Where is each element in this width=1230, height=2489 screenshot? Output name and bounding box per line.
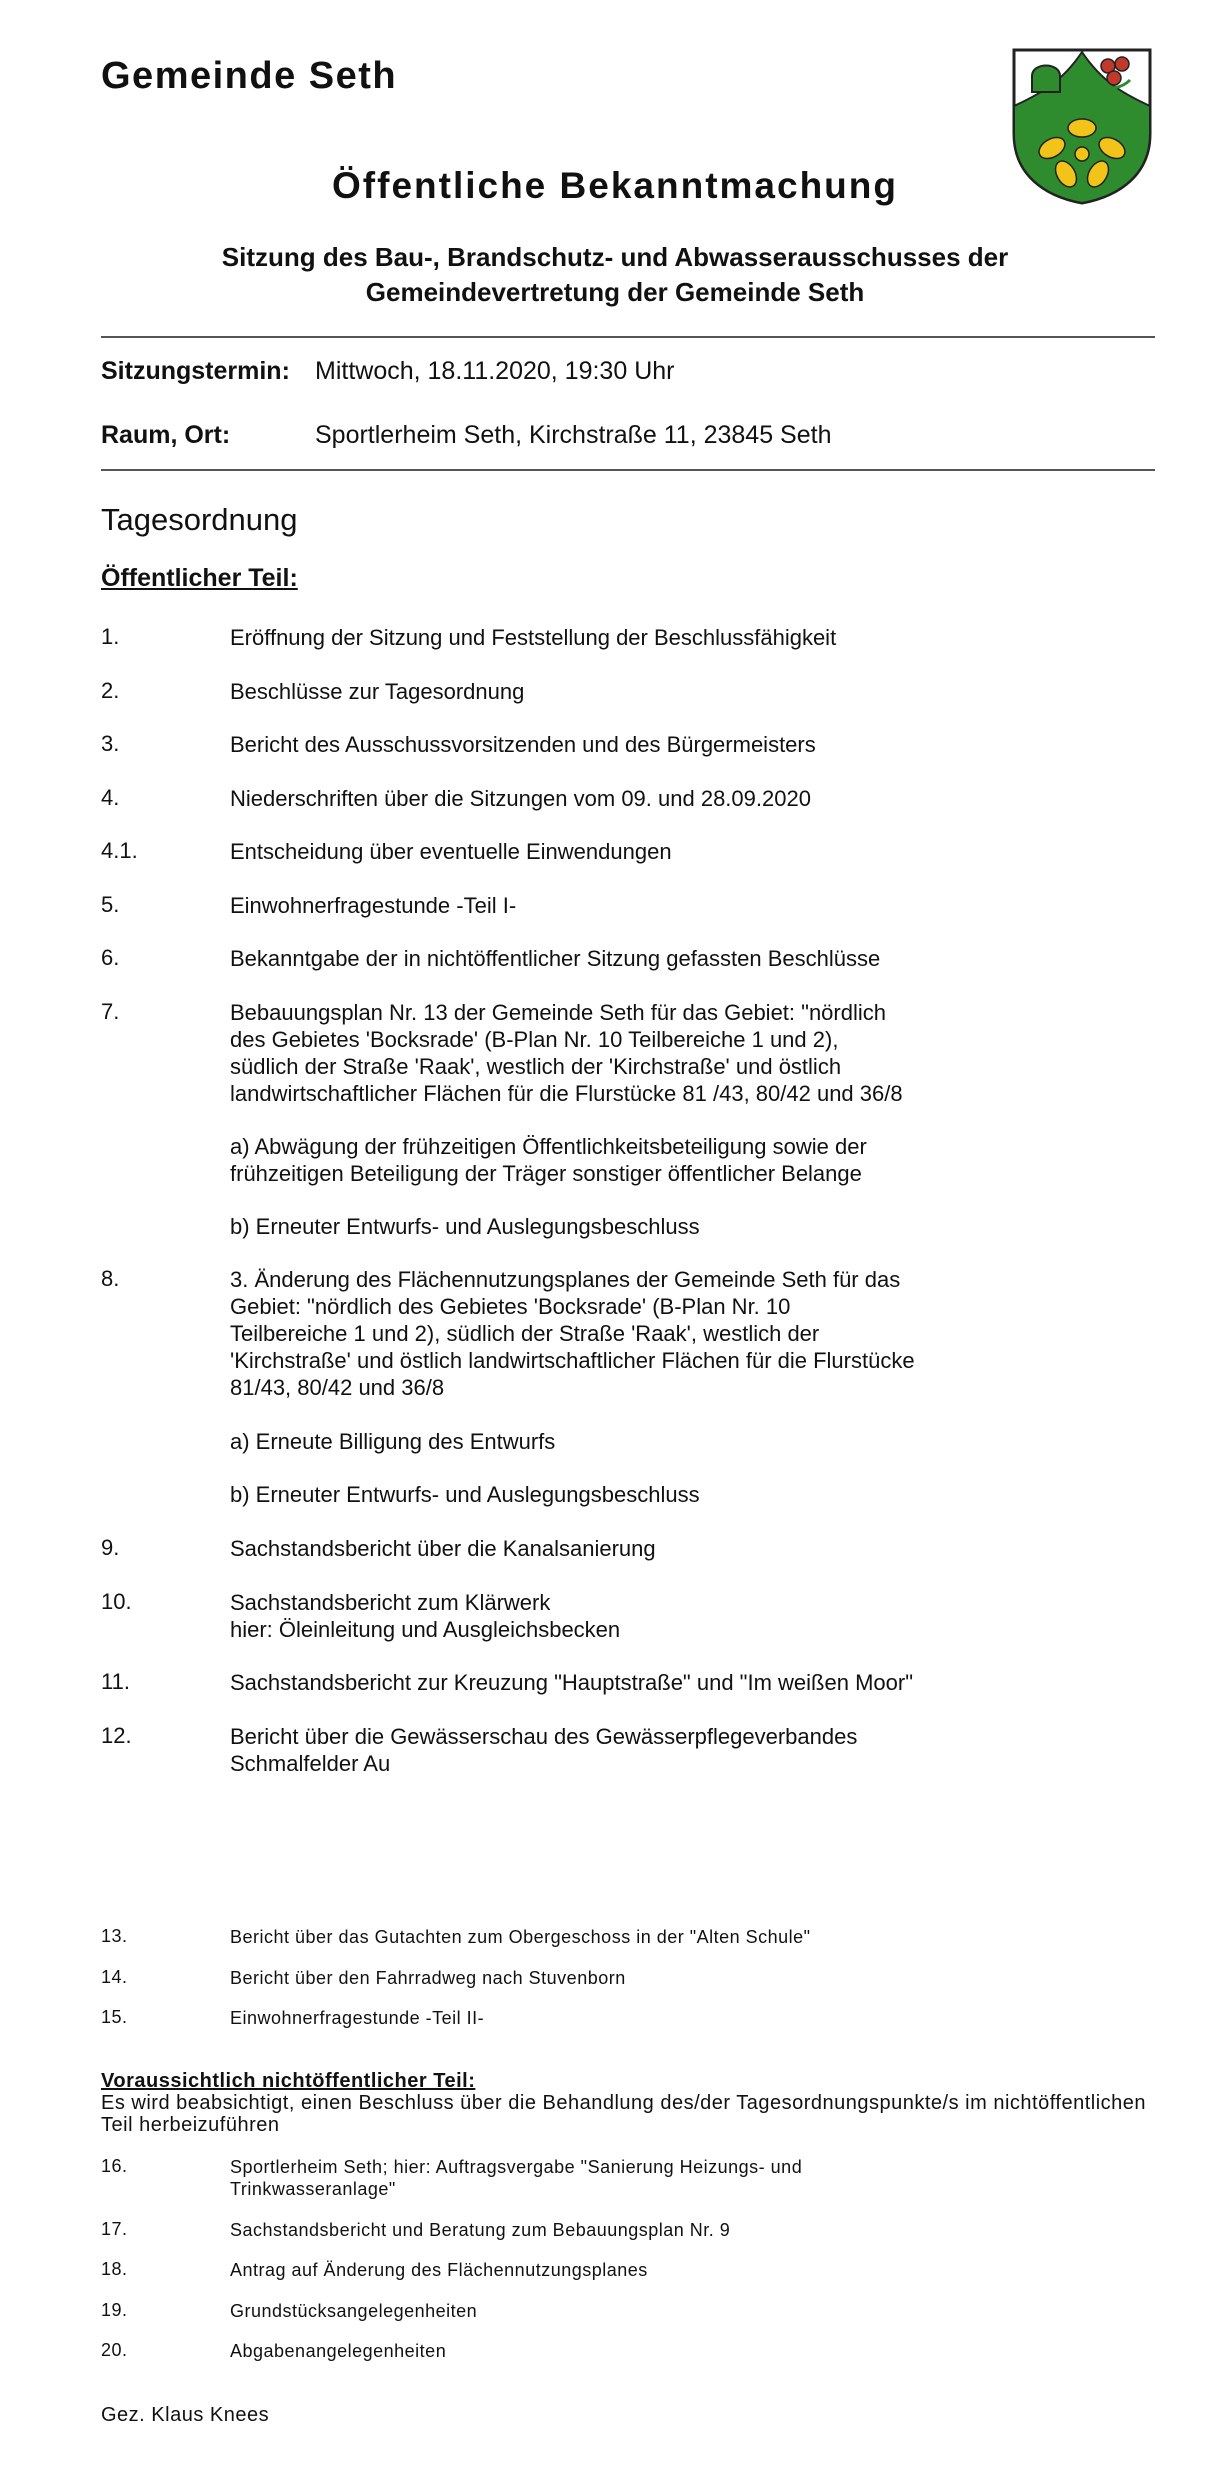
agenda-item-text: Sportlerheim Seth; hier: Auftragsvergabe "Sanierung Heizungs- und Trinkwasseranlage" [230, 2157, 803, 2199]
agenda-subitem-text: a) Abwägung der frühzeitigen Öffentlichkeitsbeteiligung sowie der frühzeitigen Beteiligung der Träger sonstiger öffentlicher Belange [230, 1134, 867, 1186]
agenda-item-text: 3. Änderung des Flächennutzungsplanes der Gemeinde Seth für das Gebiet: "nördlich des Gebietes 'Bocksrade' (B-Plan Nr. 10 Teilbereiche 1 und 2), südlich der Straße 'Raak', westlich der 'Kirchstraße' und östlich landwirtschaftlicher Flächen für die Flurstücke 81/43, 80/42 und 36/8 [230, 1267, 915, 1400]
agenda-item-text: Abgabenangelegenheiten [230, 2341, 447, 2361]
agenda-item-text: Bekanntgabe der in nichtöffentlicher Sitzung gefassten Beschlüsse [230, 946, 881, 971]
agenda-item-number: 15. [101, 2007, 128, 2027]
agenda-item-text: Einwohnerfragestunde -Teil I- [230, 893, 517, 918]
divider-bottom [101, 469, 1155, 471]
subtitle-line-2: Gemeindevertretung der Gemeinde Seth [365, 277, 865, 307]
agenda-item-text: Niederschriften über die Sitzungen vom 09. und 28.09.2020 [230, 786, 811, 811]
agenda-item-number: 13. [101, 1926, 128, 1946]
divider-top [101, 336, 1155, 338]
signature: Gez. Klaus Knees [101, 2404, 270, 2426]
agenda-item-text: Bericht über den Fahrradweg nach Stuvenborn [230, 1968, 626, 1988]
municipality-name: Gemeinde Seth [101, 55, 398, 97]
agenda-item-text: Bericht des Ausschussvorsitzenden und des Bürgermeisters [230, 732, 816, 757]
agenda-item-number: 4. [101, 785, 120, 810]
agenda-item-number: 8. [101, 1266, 120, 1291]
agenda-item-number: 12. [101, 1723, 132, 1748]
agenda-item-number: 4.1. [101, 838, 138, 863]
agenda-item-number: 2. [101, 678, 120, 703]
nonpublic-section-heading: Voraussichtlich nichtöffentlicher Teil: [101, 2070, 476, 2092]
meeting-date-value: Mittwoch, 18.11.2020, 19:30 Uhr [315, 357, 675, 385]
agenda-item-number: 10. [101, 1589, 132, 1614]
agenda-item-number: 9. [101, 1535, 120, 1560]
agenda-item-number: 16. [101, 2156, 128, 2176]
agenda-item-text: Sachstandsbericht und Beratung zum Bebauungsplan Nr. 9 [230, 2220, 731, 2240]
public-section-heading: Öffentlicher Teil: [101, 564, 298, 592]
agenda-item-number: 3. [101, 731, 120, 756]
agenda-item-text: Eröffnung der Sitzung und Feststellung der Beschlussfähigkeit [230, 625, 837, 650]
agenda-item-number: 20. [101, 2340, 128, 2360]
agenda-heading: Tagesordnung [101, 502, 298, 537]
agenda-subitem-text: b) Erneuter Entwurfs- und Auslegungsbeschluss [230, 1482, 700, 1507]
agenda-item-number: 1. [101, 624, 120, 649]
agenda-subitem-text: b) Erneuter Entwurfs- und Auslegungsbeschluss [230, 1214, 700, 1239]
agenda-item-number: 5. [101, 892, 120, 917]
meeting-place-value: Sportlerheim Seth, Kirchstraße 11, 23845 Seth [315, 421, 832, 449]
agenda-item-number: 17. [101, 2219, 128, 2239]
agenda-subitem-text: a) Erneute Billigung des Entwurfs [230, 1429, 556, 1454]
agenda-item-text: Bebauungsplan Nr. 13 der Gemeinde Seth für das Gebiet: "nördlich des Gebietes 'Bocksrade' (B-Plan Nr. 10 Teilbereiche 1 und 2), südlich der Straße 'Raak', westlich der 'Kirchstraße' und östlich landwirtschaftlicher Flächen für die Flurstücke 81 /43, 80/42 und 36/8 [230, 1000, 903, 1106]
agenda-item-number: 14. [101, 1967, 128, 1987]
agenda-item-text: Sachstandsbericht zum Klärwerk hier: Öleinleitung und Ausgleichsbecken [230, 1590, 621, 1642]
page-title: Öffentliche Bekanntmachung [332, 165, 898, 206]
nonpublic-section-note: Es wird beabsichtigt, einen Beschluss über die Behandlung des/der Tagesordnungspunkte/s im nichtöffentlichen Teil herbeizuführen [101, 2092, 1147, 2136]
agenda-item-text: Sachstandsbericht über die Kanalsanierung [230, 1536, 656, 1561]
agenda-item-text: Entscheidung über eventuelle Einwendungen [230, 839, 672, 864]
agenda-item-text: Sachstandsbericht zur Kreuzung "Hauptstraße" und "Im weißen Moor" [230, 1670, 913, 1695]
agenda-item-text: Einwohnerfragestunde -Teil II- [230, 2008, 485, 2028]
agenda-item-number: 11. [101, 1669, 130, 1694]
agenda-item-number: 6. [101, 945, 120, 970]
agenda-item-text: Bericht über die Gewässerschau des Gewässerpflegeverbandes Schmalfelder Au [230, 1724, 858, 1776]
page-subtitle [150, 240, 1080, 310]
meeting-place-label: Raum, Ort: [101, 421, 231, 449]
meeting-date-label: Sitzungstermin: [101, 357, 290, 385]
agenda-item-text: Bericht über das Gutachten zum Obergeschoss in der "Alten Schule" [230, 1927, 811, 1947]
agenda-item-text: Grundstücksangelegenheiten [230, 2301, 478, 2321]
agenda-item-number: 18. [101, 2259, 128, 2279]
subtitle-line-1: Sitzung des Bau-, Brandschutz- und Abwasserausschusses der [221, 242, 1009, 272]
agenda-item-text: Antrag auf Änderung des Flächennutzungsplanes [230, 2260, 648, 2280]
agenda-item-number: 19. [101, 2300, 128, 2320]
agenda-item-number: 7. [101, 999, 120, 1024]
agenda-item-text: Beschlüsse zur Tagesordnung [230, 679, 525, 704]
